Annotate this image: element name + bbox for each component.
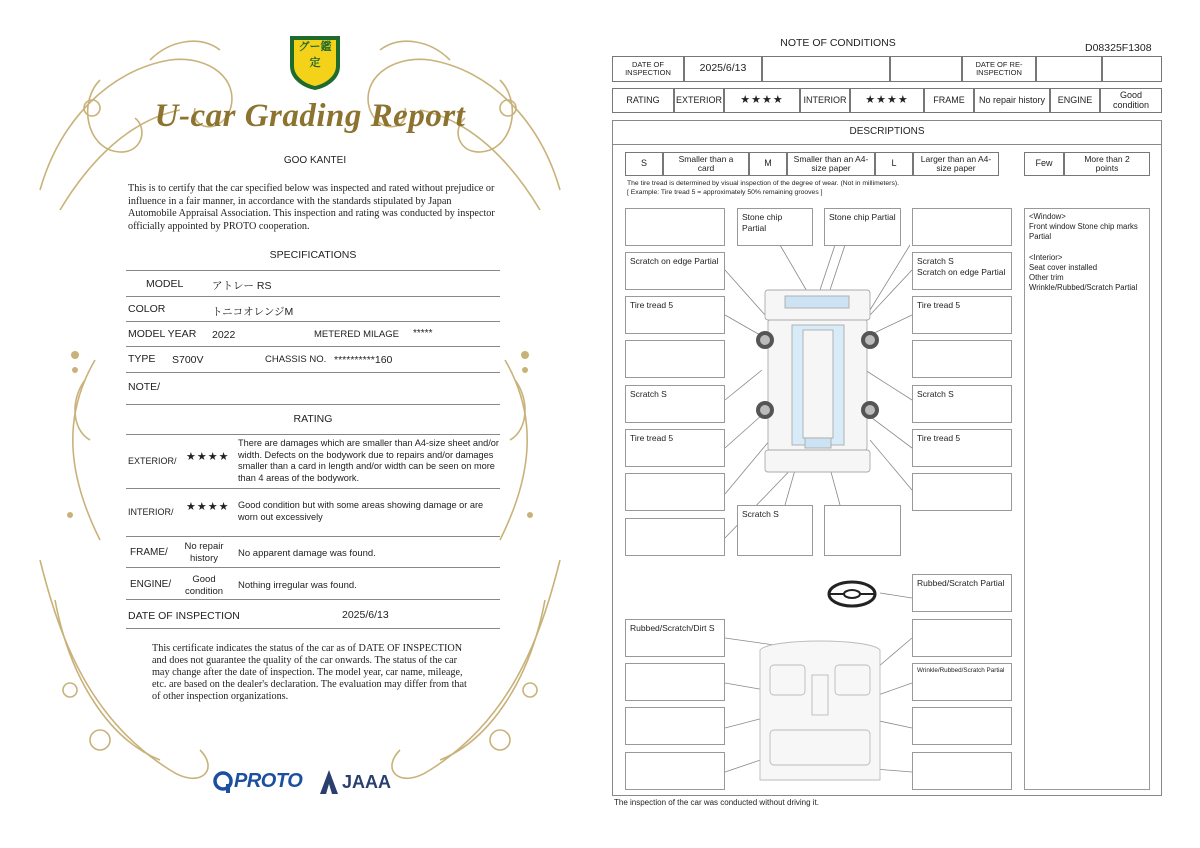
exterior-box-right-2: Scratch S Scratch on edge Partial	[912, 252, 1012, 290]
legend-m: M	[749, 152, 787, 176]
date-of-inspection-value: 2025/6/13	[342, 609, 389, 621]
note-label: NOTE/	[128, 381, 161, 393]
exterior-box-left-1	[625, 208, 725, 246]
divider	[126, 296, 500, 297]
frame-value: No repair history	[974, 88, 1050, 113]
tire-note-1: The tire tread is determined by visual inspection of the degree of wear. (Not in millimeters).	[627, 180, 899, 187]
exterior-box-left-7	[625, 473, 725, 511]
exterior-box-right-6: Tire tread 5	[912, 429, 1012, 467]
exterior-box-top-center-right: Stone chip Partial	[824, 208, 901, 246]
document-id: D08325F1308	[1085, 42, 1152, 54]
frame-description: No apparent damage was found.	[238, 548, 376, 559]
legend-l: L	[875, 152, 913, 176]
legend-m-description: Smaller than an A4-size paper	[787, 152, 875, 176]
exterior-box-bottom-center-left: Scratch S	[737, 505, 813, 556]
exterior-box-left-2: Scratch on edge Partial	[625, 252, 725, 290]
metered-mileage-value: *****	[413, 328, 433, 339]
interior-box-right-1: Rubbed/Scratch Partial	[912, 574, 1012, 612]
chassis-value: **********160	[334, 354, 393, 366]
divider	[126, 404, 500, 405]
interior-box-right-2	[912, 619, 1012, 657]
interior-box-right-4	[912, 707, 1012, 745]
exterior-box-right-1	[912, 208, 1012, 246]
model-year-value: 2022	[212, 329, 236, 341]
proto-logo-text: PROTO	[234, 770, 303, 792]
exterior-box-left-8	[625, 518, 725, 556]
specifications-heading: SPECIFICATIONS	[269, 249, 357, 261]
legend-few: Few	[1024, 152, 1064, 176]
model-year-label: MODEL YEAR	[128, 328, 197, 340]
certificate-footer-note: This certificate indicates the status of the car as of DATE OF INSPECTION and does not guarantee the quality of the car onwards. The status of the car may change after the date of inspection. The model year, car name, mileage, etc. are based on the dealer's declaration. The evaluation may differ from that of other inspection organizations.	[152, 643, 467, 702]
color-value: トニコオレンジM	[212, 306, 294, 318]
model-label: MODEL	[146, 278, 184, 290]
interior-label: INTERIOR/	[128, 507, 174, 517]
type-label: TYPE	[128, 353, 156, 365]
exterior-box-right-7	[912, 473, 1012, 511]
descriptions-heading: DESCRIPTIONS	[849, 126, 925, 137]
engine-value: Good condition	[184, 574, 224, 597]
type-value: S700V	[172, 354, 204, 366]
certificate-intro: This is to certify that the car specified below was inspected and rated without prejudice or influence in a fair manner, in accordance with the standards stipulated by Japan Automobile Appraisal Association. This inspection and rating was conducted by inspector officially appointed by PROTO cooperation.	[128, 183, 495, 232]
interior-description: Good condition but with some areas showing damage or are worn out excessively	[238, 500, 484, 522]
engine-label: ENGINE/	[130, 579, 172, 590]
tire-note-2: [ Example: Tire tread 5 = approximately 50% remaining grooves ]	[627, 189, 823, 196]
exterior-box-left-6: Tire tread 5	[625, 429, 725, 467]
engine-description: Nothing irregular was found.	[238, 580, 357, 591]
jaaa-logo-icon	[318, 768, 340, 796]
divider	[126, 599, 500, 600]
divider	[126, 567, 500, 568]
divider	[126, 346, 500, 347]
exterior-box-left-3: Tire tread 5	[625, 296, 725, 334]
rating-heading: RATING	[293, 413, 333, 425]
interior-stars: ★★★★	[850, 88, 924, 113]
exterior-box-bottom-center-right	[824, 505, 901, 556]
exterior-label: EXTERIOR	[674, 88, 724, 113]
exterior-box-left-4	[625, 340, 725, 378]
chassis-label: CHASSIS NO.	[265, 354, 327, 365]
legend-few-description: More than 2 points	[1064, 152, 1150, 176]
note-of-conditions	[600, 0, 1200, 848]
exterior-box-top-center-left: Stone chip Partial	[737, 208, 813, 246]
interior-box-right-5	[912, 752, 1012, 790]
certificate-title: U-car Grading Report	[154, 98, 466, 134]
interior-box-left-1: Rubbed/Scratch/Dirt S	[625, 619, 725, 657]
conditions-title: NOTE OF CONDITIONS	[780, 37, 896, 49]
divider	[126, 270, 500, 271]
color-label: COLOR	[128, 303, 166, 315]
divider	[126, 628, 500, 629]
interior-box-left-3	[625, 707, 725, 745]
interior-box-left-2	[625, 663, 725, 701]
exterior-box-right-5: Scratch S	[912, 385, 1012, 423]
divider	[126, 434, 500, 435]
reinspection-label: DATE OF RE-INSPECTION	[962, 56, 1036, 82]
divider	[126, 536, 500, 537]
divider	[126, 321, 500, 322]
exterior-box-left-5: Scratch S	[625, 385, 725, 423]
exterior-box-right-3: Tire tread 5	[912, 296, 1012, 334]
exterior-stars: ★★★★	[186, 450, 230, 463]
legend-s-description: Smaller than a card	[663, 152, 749, 176]
conditions-footer: The inspection of the car was conducted without driving it.	[614, 798, 819, 807]
interior-box-right-3: Wrinkle/Rubbed/Scratch Partial	[912, 663, 1012, 701]
jaaa-logo-text: JAAA	[342, 772, 392, 792]
rating-label: RATING	[612, 88, 674, 113]
divider	[126, 372, 500, 373]
exterior-box-right-4	[912, 340, 1012, 378]
exterior-stars: ★★★★	[724, 88, 800, 113]
date-of-inspection-label: DATE OF INSPECTION	[612, 56, 684, 82]
engine-label: ENGINE	[1050, 88, 1100, 113]
legend-s: S	[625, 152, 663, 176]
date-of-inspection-label: DATE OF INSPECTION	[128, 610, 240, 622]
interior-stars: ★★★★	[186, 500, 230, 513]
metered-mileage-label: METERED MILAGE	[314, 329, 399, 340]
interior-label: INTERIOR	[800, 88, 850, 113]
divider	[126, 488, 500, 489]
exterior-description: There are damages which are smaller than A4-size sheet and/or width. Defects on the bodywork due to repairs and/or damages smaller than a card in length and/or width can be seen on more than 4 areas of the bodywork.	[238, 438, 499, 484]
legend-l-description: Larger than an A4-size paper	[913, 152, 999, 176]
exterior-label: EXTERIOR/	[128, 456, 177, 466]
frame-value: No repair history	[184, 541, 224, 564]
date-of-inspection-value: 2025/6/13	[684, 56, 762, 82]
certificate-subtitle: GOO KANTEI	[283, 155, 347, 166]
proto-logo-icon	[212, 770, 234, 794]
frame-label: FRAME	[924, 88, 974, 113]
engine-value: Good condition	[1100, 88, 1162, 113]
side-notes: <Window> Front window Stone chip marks Partial <Interior> Seat cover installed Other trim Wrinkle/Rubbed/Scratch Partial	[1024, 208, 1150, 790]
model-value: アトレー RS	[212, 280, 272, 292]
interior-box-left-4	[625, 752, 725, 790]
frame-label: FRAME/	[130, 547, 168, 558]
badge-text: グー鑑定	[298, 41, 332, 69]
